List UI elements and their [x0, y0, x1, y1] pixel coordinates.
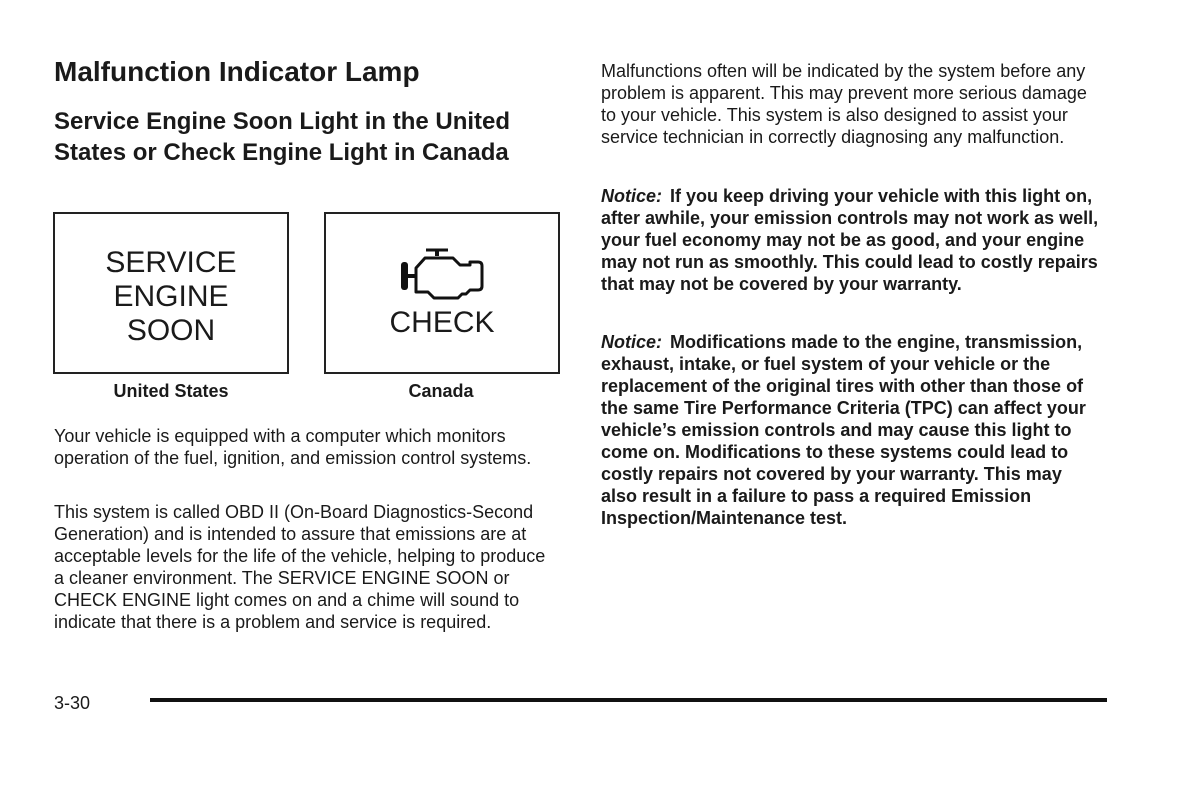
sign-line: ENGINE: [113, 280, 229, 313]
notice-label: Notice:: [601, 332, 663, 352]
page-number: 3-30: [54, 693, 91, 713]
sign-text: CHECK: [389, 306, 495, 339]
body-paragraph: This system is called OBD II (On-Board Diagnostics-Second Generation) and is intended to assure that emissions are at acceptable levels for the life of the vehicle, helping to produce a cleaner environment. The SERVICE ENGINE SOON or CHECK ENGINE light comes on and a chime will sound to indicate that there is a problem and service is required.: [54, 502, 546, 632]
body-paragraph: Your vehicle is equipped with a computer which monitors operation of the fuel, ignition, and emission control systems.: [54, 426, 532, 468]
section-subtitle: Service Engine Soon Light in the United States or Check Engine Light in Canada: [54, 108, 511, 166]
sign-line: SERVICE: [105, 246, 237, 279]
notice-text: If you keep driving your vehicle with this light on, after awhile, your emission controls may not work as well, your fuel economy may not be as good, and your engine may not run as smoothly. This could lead to costly repairs that may not be covered by your warranty.: [601, 186, 1099, 294]
page-title: Malfunction Indicator Lamp: [54, 56, 420, 87]
notice-paragraph: [601, 185, 1101, 295]
notice-text: Modifications made to the engine, transmission, exhaust, intake, or fuel system of your vehicle or the replacement of the original tires with other than those of the same Tire Performance Criteria (TPC) can affect your vehicle’s emission controls and may cause this light to come on. Modifications to these systems could lead to costly repairs not covered by your warranty. This may also result in a failure to pass a required Emission Inspection/Maintenance test.: [601, 332, 1086, 528]
body-paragraph: Malfunctions often will be indicated by the system before any problem is apparent. This may prevent more serious damage to your vehicle. This system is also designed to assist your service technician in correctly diagnosing any malfunction.: [601, 61, 1087, 147]
engine-icon: [398, 248, 488, 300]
footer-rule: [150, 698, 1107, 702]
check-engine-figure: [324, 212, 560, 374]
figure-caption-canada: Canada: [408, 381, 474, 401]
sign-line: SOON: [126, 314, 216, 347]
notice-label: Notice:: [601, 186, 663, 206]
service-engine-soon-figure: [53, 212, 289, 374]
figure-caption-us: United States: [113, 381, 229, 401]
notice-paragraph: [601, 331, 1101, 529]
